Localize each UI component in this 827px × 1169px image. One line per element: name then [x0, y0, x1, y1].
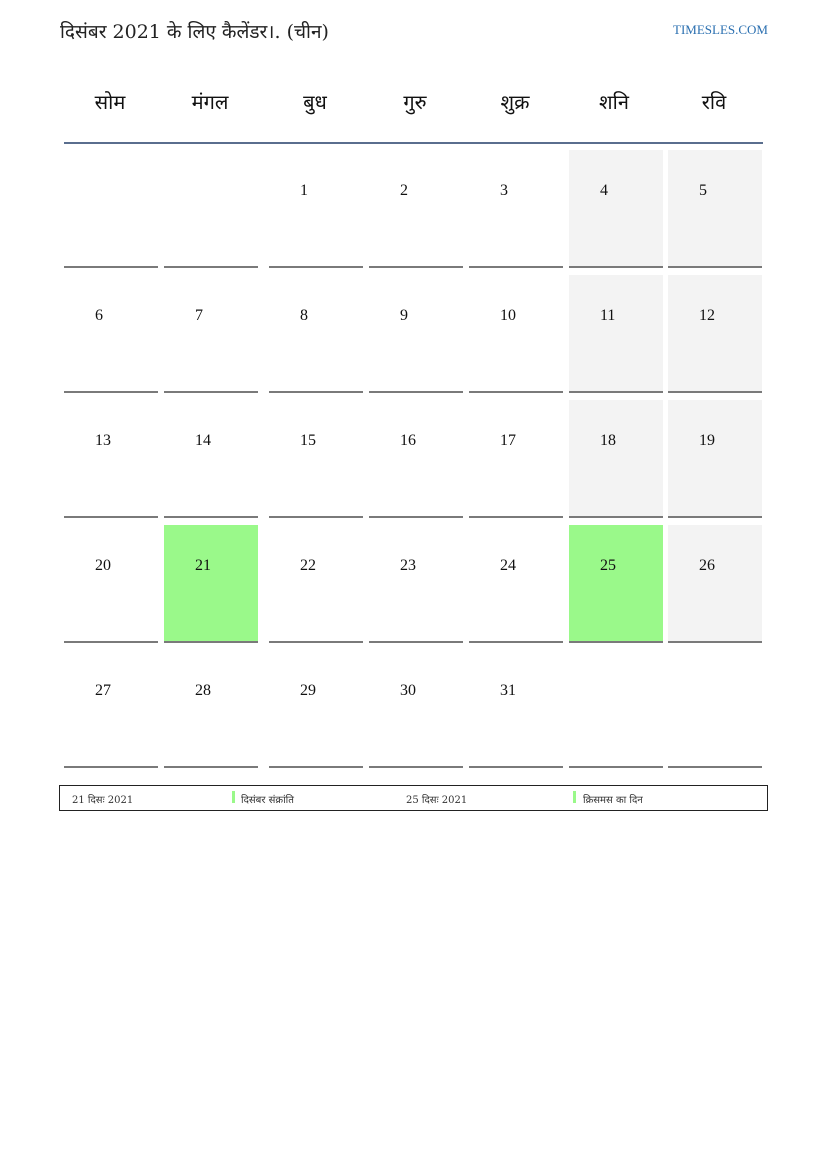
day-cell[interactable]: [369, 525, 463, 643]
day-cell[interactable]: [64, 400, 158, 518]
holiday-legend: [59, 785, 768, 811]
day-cell[interactable]: [569, 150, 663, 268]
day-cell[interactable]: [668, 150, 762, 268]
day-cell[interactable]: [369, 150, 463, 268]
day-cell[interactable]: [469, 525, 563, 643]
day-number: 22: [300, 557, 316, 574]
day-number: 26: [699, 557, 715, 574]
empty-day-cell: [668, 650, 762, 768]
legend-date-2: 25 दिसः 2021: [406, 795, 468, 806]
day-cell[interactable]: [369, 275, 463, 393]
site-link[interactable]: TIMESLES.COM: [673, 22, 768, 37]
day-number: 8: [300, 307, 308, 324]
day-number: 3: [500, 182, 508, 199]
legend-color-marker-2: [573, 791, 576, 803]
day-cell[interactable]: [569, 275, 663, 393]
day-number: 31: [500, 682, 516, 699]
day-number: 18: [600, 432, 616, 449]
day-number: 17: [500, 432, 516, 449]
day-number: 1: [300, 182, 308, 199]
day-number: 19: [699, 432, 715, 449]
day-cell[interactable]: [269, 275, 363, 393]
day-number: 10: [500, 307, 516, 324]
day-number: 14: [195, 432, 211, 449]
page-title: दिसंबर 2021 के लिए कैलेंडर।. (चीन): [60, 21, 329, 43]
day-number: 28: [195, 682, 211, 699]
day-cell[interactable]: [469, 650, 563, 768]
weekday-header-1: सोम: [94, 90, 126, 114]
day-cell[interactable]: [164, 400, 258, 518]
day-cell[interactable]: [469, 150, 563, 268]
day-number: 13: [95, 432, 111, 449]
holiday-day-cell[interactable]: [569, 525, 663, 643]
weekday-header-6: शनि: [599, 90, 629, 114]
day-cell[interactable]: [269, 150, 363, 268]
day-cell[interactable]: [668, 525, 762, 643]
day-number: 6: [95, 307, 103, 324]
day-cell[interactable]: [269, 650, 363, 768]
weekday-header-2: मंगल: [191, 90, 229, 114]
day-cell[interactable]: [369, 400, 463, 518]
day-number: 21: [195, 557, 211, 574]
header-rule: [64, 142, 763, 144]
day-number: 4: [600, 182, 608, 199]
day-cell[interactable]: [569, 400, 663, 518]
day-cell[interactable]: [269, 525, 363, 643]
legend-color-marker-1: [232, 791, 235, 803]
empty-day-cell: [64, 150, 158, 268]
empty-day-cell: [164, 150, 258, 268]
day-number: 16: [400, 432, 416, 449]
day-cell[interactable]: [469, 275, 563, 393]
day-number: 20: [95, 557, 111, 574]
day-number: 11: [600, 307, 616, 324]
day-number: 5: [699, 182, 707, 199]
day-number: 29: [300, 682, 316, 699]
day-number: 24: [500, 557, 516, 574]
day-number: 15: [300, 432, 316, 449]
legend-name-1: दिसंबर संक्रांति: [241, 795, 294, 806]
weekday-header-4: गुरु: [403, 90, 427, 114]
day-cell[interactable]: [64, 650, 158, 768]
legend-name-2: क्रिसमस का दिन: [583, 795, 643, 806]
day-cell[interactable]: [269, 400, 363, 518]
day-number: 27: [95, 682, 111, 699]
day-cell[interactable]: [64, 275, 158, 393]
day-cell[interactable]: [668, 275, 762, 393]
legend-date-1: 21 दिसः 2021: [72, 795, 134, 806]
weekday-header-7: रवि: [701, 90, 727, 114]
day-number: 7: [195, 307, 203, 324]
holiday-day-cell[interactable]: [164, 525, 258, 643]
day-cell[interactable]: [668, 400, 762, 518]
weekday-header-5: शुक्र: [500, 90, 530, 114]
day-number: 23: [400, 557, 416, 574]
day-number: 12: [699, 307, 715, 324]
day-cell[interactable]: [469, 400, 563, 518]
weekday-header-3: बुध: [303, 90, 327, 114]
day-number: 30: [400, 682, 416, 699]
empty-day-cell: [569, 650, 663, 768]
day-cell[interactable]: [369, 650, 463, 768]
day-cell[interactable]: [164, 275, 258, 393]
day-number: 2: [400, 182, 408, 199]
day-number: 25: [600, 557, 616, 574]
day-cell[interactable]: [64, 525, 158, 643]
day-cell[interactable]: [164, 650, 258, 768]
day-number: 9: [400, 307, 408, 324]
